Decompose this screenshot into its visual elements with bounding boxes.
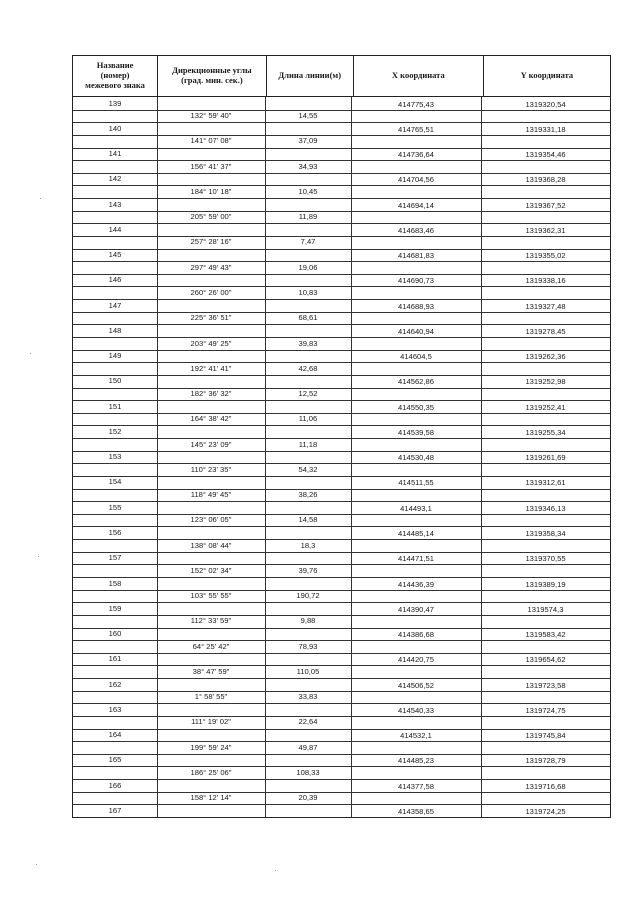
directional-angle: 203° 49' 25" (190, 338, 232, 348)
line-length: 19,06 (298, 262, 318, 272)
y-coordinate: 1319320,54 (525, 99, 566, 109)
x-coordinate: 414493,1 (400, 503, 432, 513)
header-y-coordinate: Y координата (520, 70, 574, 81)
line-length: 10,83 (298, 287, 318, 297)
x-coordinate: 414683,46 (398, 225, 434, 235)
line-length: 11,18 (298, 439, 318, 449)
x-coordinate: 414604,5 (400, 352, 432, 362)
line-length: 108,33 (296, 767, 320, 777)
point-name: 149 (108, 351, 122, 361)
point-name: 147 (108, 300, 122, 310)
point-name: 141 (108, 149, 122, 159)
y-coordinate: 1319724,25 (525, 806, 566, 816)
directional-angle: 110° 23' 35" (190, 464, 232, 474)
point-name: 146 (108, 275, 122, 285)
line-length: 39,76 (298, 565, 318, 575)
directional-angle: 184° 10' 18" (190, 186, 232, 196)
x-coordinate: 414377,58 (398, 781, 434, 791)
line-length: 78,93 (298, 641, 318, 651)
point-name: 151 (108, 401, 122, 411)
directional-angle: 118° 49' 45" (190, 490, 232, 500)
line-length: 7,47 (300, 237, 316, 247)
x-coordinate: 414471,51 (398, 554, 434, 564)
coordinates-table (72, 55, 611, 818)
point-name: 152 (108, 426, 122, 436)
directional-angle: 199° 59' 24" (190, 742, 232, 752)
y-coordinate: 1319724,75 (525, 705, 566, 715)
y-coordinate: 1319331,18 (525, 124, 566, 134)
point-name: 164 (108, 730, 122, 740)
scan-speck (38, 556, 39, 557)
x-coordinate: 414539,58 (398, 427, 434, 437)
x-coordinate: 414775,43 (398, 99, 434, 109)
y-coordinate: 1319338,16 (525, 276, 566, 286)
point-name: 139 (108, 98, 122, 108)
column-divider (157, 97, 158, 817)
scan-speck (36, 864, 37, 865)
x-coordinate: 414688,93 (398, 301, 434, 311)
directional-angle: 141° 07' 08" (190, 136, 232, 146)
y-coordinate: 1319354,46 (525, 150, 566, 160)
table-body (73, 97, 610, 817)
directional-angle: 132° 59' 40" (190, 111, 232, 121)
y-coordinate: 1319654,62 (525, 655, 566, 665)
point-name: 167 (108, 805, 122, 815)
point-name: 156 (108, 527, 122, 537)
line-length: 11,06 (298, 414, 318, 424)
line-length: 54,32 (298, 464, 318, 474)
x-coordinate: 414485,23 (398, 756, 434, 766)
y-coordinate: 1319262,36 (525, 352, 566, 362)
line-length: 190,72 (296, 591, 320, 601)
point-name: 161 (108, 654, 122, 664)
point-name: 140 (108, 123, 122, 133)
directional-angle: 156° 41' 37" (190, 161, 232, 171)
directional-angle: 111° 19' 02" (191, 717, 231, 727)
line-length: 10,45 (298, 186, 318, 196)
y-coordinate: 1319362,31 (525, 225, 566, 235)
x-coordinate: 414358,65 (398, 806, 434, 816)
line-length: 39,83 (298, 338, 318, 348)
x-coordinate: 414540,33 (398, 705, 434, 715)
point-name: 166 (108, 780, 122, 790)
x-coordinate: 414640,94 (398, 326, 434, 336)
y-coordinate: 1319367,52 (525, 200, 566, 210)
y-coordinate: 1319370,55 (525, 554, 566, 564)
point-name: 143 (108, 199, 122, 209)
x-coordinate: 414390,47 (398, 604, 434, 614)
point-name: 144 (108, 224, 122, 234)
directional-angle: 38° 47' 59" (192, 666, 230, 676)
line-length: 11,89 (298, 212, 318, 222)
line-length: 14,55 (298, 111, 318, 121)
point-name: 158 (108, 578, 122, 588)
directional-angle: 152° 02' 34" (190, 565, 232, 575)
x-coordinate: 414386,68 (398, 630, 434, 640)
line-length: 18,3 (300, 540, 316, 550)
line-length: 20,39 (298, 793, 318, 803)
y-coordinate: 1319346,13 (525, 503, 566, 513)
x-coordinate: 414511,55 (398, 478, 434, 488)
point-name: 150 (108, 376, 122, 386)
scan-speck (275, 870, 276, 871)
x-coordinate: 414694,14 (398, 200, 434, 210)
x-coordinate: 414420,75 (398, 655, 434, 665)
scan-speck (40, 198, 41, 199)
directional-angle: 297° 49' 43" (190, 262, 232, 272)
x-coordinate: 414532,1 (400, 731, 432, 741)
point-name: 160 (108, 629, 122, 639)
directional-angle: 205° 59' 00" (190, 212, 232, 222)
point-name: 159 (108, 603, 122, 613)
line-length: 38,26 (298, 490, 318, 500)
directional-angle: 1° 58' 55" (194, 692, 228, 702)
header-x-coordinate: X координата (354, 56, 484, 96)
point-name: 148 (108, 325, 122, 335)
line-length: 12,52 (298, 389, 318, 399)
x-coordinate: 414690,73 (398, 276, 434, 286)
y-coordinate: 1319327,48 (525, 301, 566, 311)
y-coordinate: 1319389,19 (525, 579, 566, 589)
directional-angle: 164° 38' 42" (190, 414, 232, 424)
directional-angle: 123° 06' 05" (190, 515, 232, 525)
y-coordinate: 1319261,69 (525, 453, 566, 463)
line-length: 49,87 (298, 742, 318, 752)
point-name: 162 (108, 679, 122, 689)
directional-angle: 192° 41' 41" (190, 363, 232, 373)
line-length: 33,83 (298, 692, 318, 702)
point-name: 157 (108, 553, 122, 563)
header-directional-angles: Дирекционные углы (град. мин. сек.) (158, 56, 267, 96)
x-coordinate: 414681,83 (398, 251, 434, 261)
x-coordinate: 414704,56 (398, 175, 434, 185)
directional-angle: 138° 08' 44" (190, 540, 232, 550)
y-coordinate: 1319368,28 (525, 175, 566, 185)
y-coordinate: 1319358,34 (525, 528, 566, 538)
x-coordinate: 414506,52 (398, 680, 434, 690)
y-coordinate: 1319723,58 (525, 680, 566, 690)
line-length: 14,58 (298, 515, 318, 525)
directional-angle: 103° 55' 55" (190, 591, 232, 601)
y-coordinate: 1319355,02 (525, 251, 566, 261)
header-point-name: Название (номер) межевого знака (73, 56, 158, 96)
table-header (73, 56, 610, 97)
line-length: 110,05 (296, 666, 320, 676)
directional-angle: 257° 28' 16" (190, 237, 232, 247)
line-length: 22,64 (298, 717, 318, 727)
directional-angle: 158° 12' 14" (190, 793, 232, 803)
y-coordinate: 1319745,84 (525, 731, 566, 741)
directional-angle: 186° 25' 06" (190, 767, 232, 777)
line-length: 37,09 (298, 136, 318, 146)
x-coordinate: 414436,39 (398, 579, 434, 589)
y-coordinate: 1319574,3 (527, 604, 564, 614)
y-coordinate: 1319252,98 (525, 377, 566, 387)
y-coordinate: 1319255,34 (525, 427, 566, 437)
line-length: 9,88 (300, 616, 316, 626)
x-coordinate: 414765,51 (398, 124, 434, 134)
header-line-length: Длина линии(м) (267, 56, 354, 96)
point-name: 165 (108, 755, 122, 765)
point-name: 145 (108, 250, 122, 260)
y-coordinate: 1319583,42 (525, 630, 566, 640)
y-coordinate: 1319728,79 (525, 756, 566, 766)
x-coordinate: 414550,35 (398, 402, 434, 412)
point-name: 155 (108, 502, 122, 512)
line-length: 34,93 (298, 161, 318, 171)
x-coordinate: 414485,14 (398, 528, 434, 538)
directional-angle: 145° 23' 09" (190, 439, 232, 449)
directional-angle: 112° 33' 59" (190, 616, 232, 626)
point-name: 163 (108, 704, 122, 714)
point-name: 142 (108, 174, 122, 184)
directional-angle: 225° 36' 51" (190, 313, 232, 323)
point-name: 153 (108, 452, 122, 462)
column-divider (265, 97, 266, 817)
directional-angle: 64° 25' 42" (192, 641, 230, 651)
x-coordinate: 414530,48 (398, 453, 434, 463)
x-coordinate: 414736,64 (398, 150, 434, 160)
x-coordinate: 414562,86 (398, 377, 434, 387)
y-coordinate: 1319312,61 (525, 478, 566, 488)
y-coordinate: 1319252,41 (525, 402, 566, 412)
y-coordinate: 1319278,45 (525, 326, 566, 336)
point-name: 154 (108, 477, 122, 487)
line-length: 68,61 (298, 313, 318, 323)
y-coordinate: 1319716,68 (525, 781, 566, 791)
directional-angle: 260° 26' 00" (190, 287, 232, 297)
line-length: 42,68 (298, 363, 318, 373)
scan-speck (30, 353, 31, 354)
directional-angle: 182° 36' 32" (190, 389, 232, 399)
